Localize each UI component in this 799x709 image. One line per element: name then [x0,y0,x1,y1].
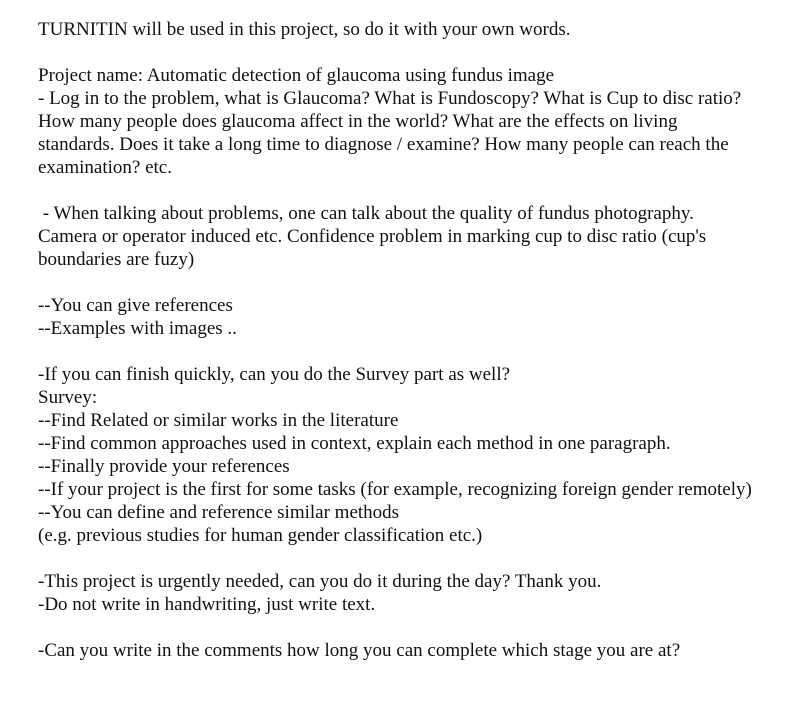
paragraph-gap [38,547,798,570]
urgency-paragraph [38,570,798,616]
survey-item: --You can define and reference similar methods [38,502,400,523]
paragraph-gap [38,616,798,639]
text-line: - When talking about problems, one can talk about the quality of fundus photography. [38,203,694,224]
text-line: examination? etc. [38,157,172,178]
paragraph-gap [38,340,798,363]
text-line: Camera or operator induced etc. Confidence problem in marking cup to disc ratio (cup's [38,226,707,247]
text-line: boundaries are fuzy) [38,249,195,270]
survey-heading: Survey: [38,387,98,408]
text-line: -Do not write in handwriting, just write text. [38,594,376,615]
text-line: standards. Does it take a long time to diagnose / examine? How many people can reach the [38,134,729,155]
survey-item: (e.g. previous studies for human gender classification etc.) [38,525,483,546]
text-line: -This project is urgently needed, can you do it during the day? Thank you. [38,571,602,592]
text-line: - Log in to the problem, what is Glaucoma? What is Fundoscopy? What is Cup to disc ratio? [38,88,742,109]
survey-item: --Find common approaches used in context, explain each method in one paragraph. [38,433,671,454]
references-paragraph [38,294,798,340]
paragraph-gap [38,271,798,294]
project-name-line: Project name: Automatic detection of glaucoma using fundus image [38,65,555,86]
project-description-paragraph [38,64,798,179]
survey-paragraph [38,363,798,547]
paragraph-gap [38,41,798,64]
text-line: --You can give references [38,295,233,316]
survey-item: --Find Related or similar works in the literature [38,410,399,431]
text-line: -If you can finish quickly, can you do the Survey part as well? [38,364,511,385]
survey-item: --If your project is the first for some tasks (for example, recognizing foreign gender remotely) [38,479,752,500]
paragraph-gap [38,179,798,202]
turnitin-notice: TURNITIN will be used in this project, so do it with your own words. [38,19,571,40]
document-page [38,18,798,662]
problems-paragraph [38,202,798,271]
survey-item: --Finally provide your references [38,456,290,477]
text-line: --Examples with images .. [38,318,237,339]
text-line: How many people does glaucoma affect in the world? What are the effects on living [38,111,678,132]
final-request: -Can you write in the comments how long you can complete which stage you are at? [38,640,681,661]
